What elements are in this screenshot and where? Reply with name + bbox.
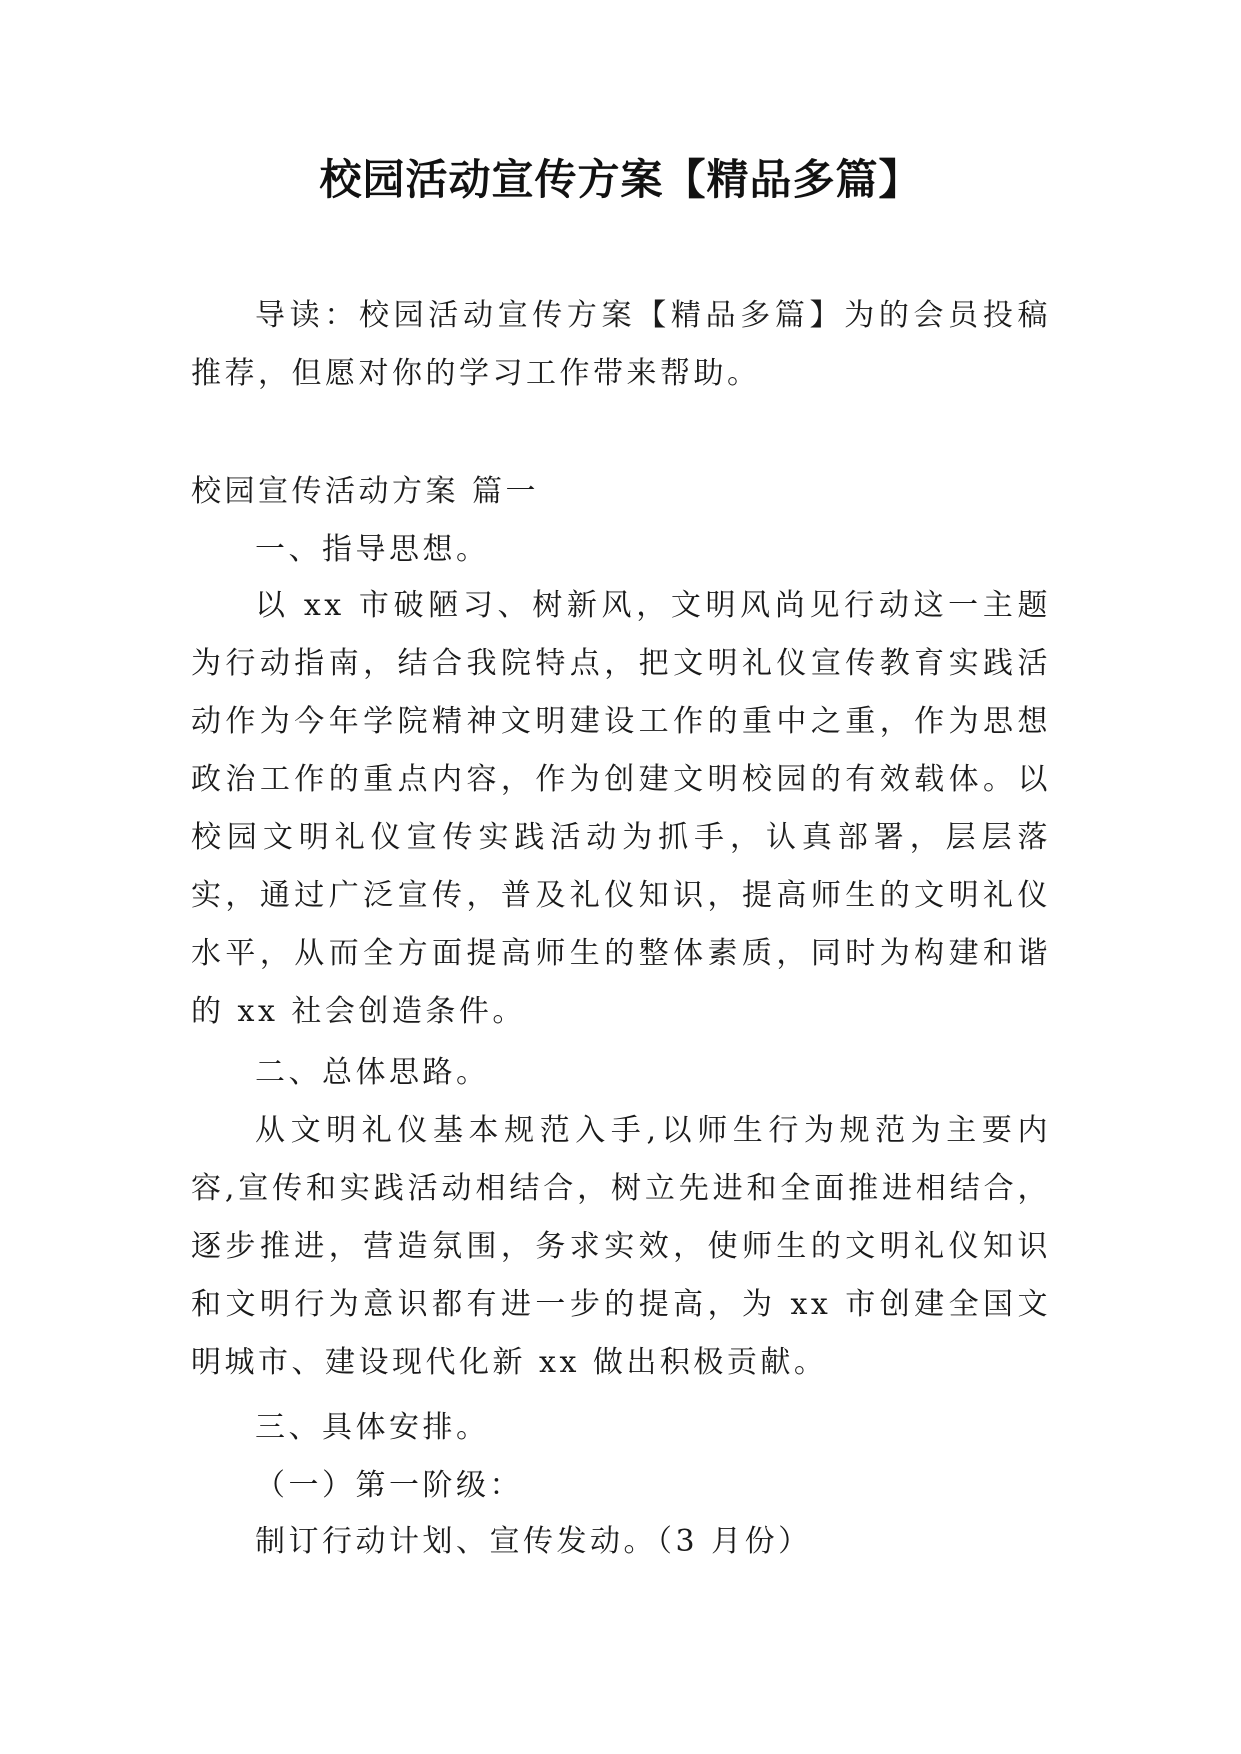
section-title: 校园宣传活动方案 篇一 bbox=[191, 474, 540, 509]
heading-overall-approach: 二、总体思路。 bbox=[255, 1055, 490, 1090]
paragraph-first-stage: 制订行动计划、宣传发动。（3 月份） bbox=[255, 1524, 812, 1559]
paragraph-guiding-thought: 以 xx 市破陋习、树新风，文明风尚见行动这一主题为行动指南，结合我院特点，把文明礼仪宣传教育实践活动作为今年学院精神文明建设工作的重中之重，作为思想政治工作的重点内容，作为创建文明校园的有效载体。以校园文明礼仪宣传实践活动为抓手，认真部署，层层落实，通过广泛宣传，普及礼仪知识，提高师生的文明礼仪水平，从而全方面提高师生的整体素质，同时为构建和谐的 xx 社会创造条件。 bbox=[191, 588, 1051, 1029]
document-title: 校园活动宣传方案【精品多篇】 bbox=[319, 155, 922, 204]
paragraph-overall-approach: 从文明礼仪基本规范入手,以师生行为规范为主要内容,宣传和实践活动相结合，树立先进和全面推进相结合，逐步推进，营造氛围，务求实效，使师生的文明礼仪知识和文明行为意识都有进一步的提高，为 xx 市创建全国文明城市、建设现代化新 xx 做出积极贡献。 bbox=[191, 1113, 1051, 1380]
intro-paragraph: 导读：校园活动宣传方案【精品多篇】为的会员投稿推荐，但愿对你的学习工作带来帮助。 bbox=[191, 298, 1051, 391]
heading-guiding-thought: 一、指导思想。 bbox=[255, 532, 490, 567]
heading-specific-arrangements: 三、具体安排。 bbox=[255, 1410, 490, 1445]
subheading-first-stage: （一）第一阶级： bbox=[255, 1468, 523, 1503]
